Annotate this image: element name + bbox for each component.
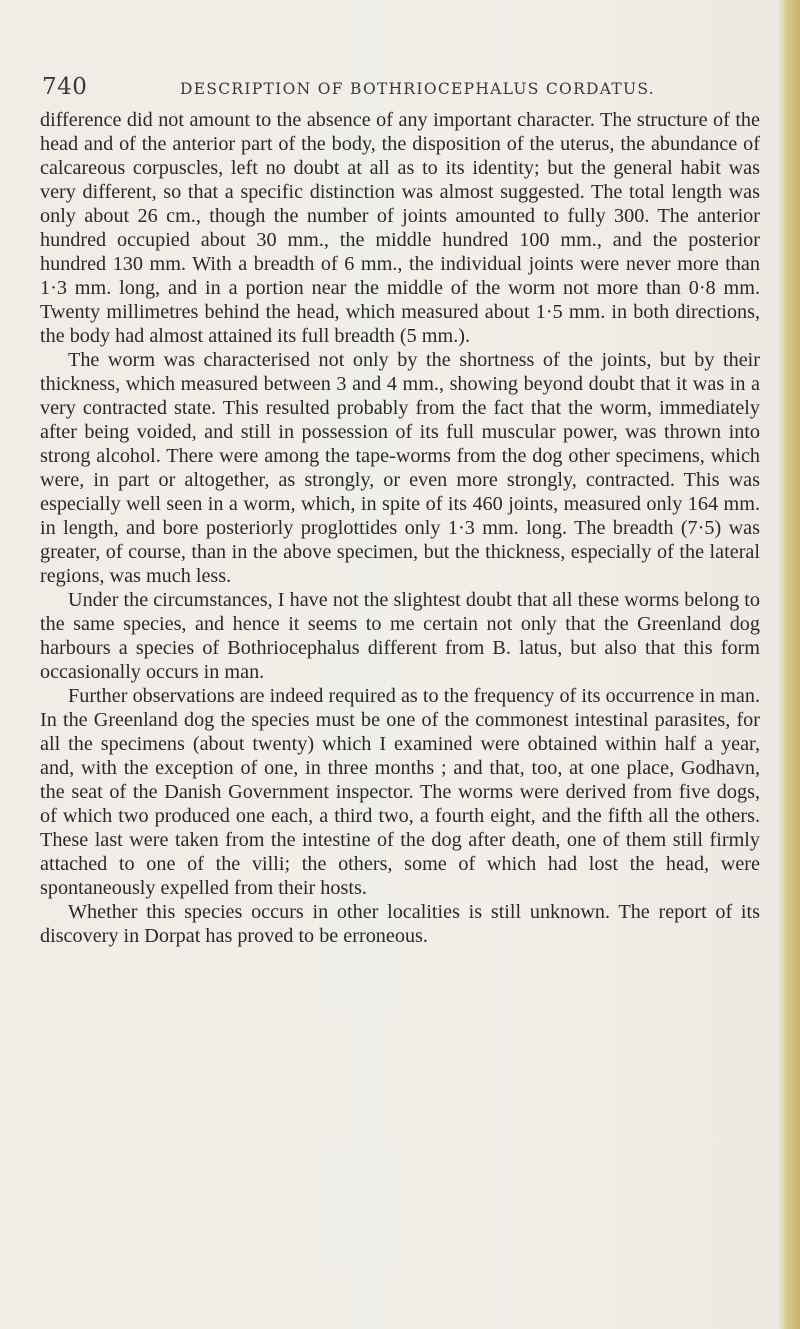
running-title: DESCRIPTION OF BOTHRIOCEPHALUS CORDATUS. [180, 80, 656, 98]
paragraph-2: The worm was characterised not only by the shortness of the joints, but by their thickness, which measured between 3 and 4 mm., showing beyond doubt that it was in a very contracted state. This resulted probably from the fact that the worm, immediately after being voided, and still in possession of its full muscular power, was thrown into strong alcohol. There were among the tape-worms from the dog other specimens, which were, in part or altogether, as strongly, or even more strongly, contracted. This was especially well seen in a worm, which, in spite of its 460 joints, measured only 164 mm. in length, and bore posteriorly proglottides only 1·3 mm. long. The breadth (7·5) was greater, of course, than in the above specimen, but the thickness, especially of the lateral regions, was much less. [40, 349, 760, 587]
page-edge [778, 0, 800, 1329]
body-text [40, 108, 760, 948]
paragraph-4: Further observations are indeed required as to the frequency of its occurrence in man. In the Greenland dog the species must be one of the commonest intestinal parasites, for all the specimens (about twenty) which I examined were obtained within half a year, and, with the exception of one, in three months ; and that, too, at one place, Godhavn, the seat of the Danish Government inspector. The worms were derived from five dogs, of which two produced one each, a third two, a fourth eight, and the fifth all the others. These last were taken from the intestine of the dog after death, one of them still firmly attached to one of the villi; the others, some of which had lost the head, were spontaneously expelled from their hosts. [40, 685, 760, 899]
page-header [42, 74, 742, 104]
paragraph-3: Under the circumstances, I have not the slightest doubt that all these worms belong to the same species, and hence it seems to me certain not only that the Greenland dog harbours a species of Bothriocephalus different from B. latus, but also that this form occasionally occurs in man. [40, 589, 760, 683]
paragraph-5: Whether this species occurs in other localities is still unknown. The report of its discovery in Dorpat has proved to be erroneous. [40, 901, 760, 947]
page-number: 740 [42, 74, 88, 100]
paragraph-1: difference did not amount to the absence of any important character. The structure of the head and of the anterior part of the body, the disposition of the uterus, the abundance of calcareous corpuscles, left no doubt at all as to its identity; but the general habit was very different, so that a specific distinction was almost suggested. The total length was only about 26 cm., though the number of joints amounted to fully 300. The anterior hundred occupied about 30 mm., the middle hundred 100 mm., and the posterior hundred 130 mm. With a breadth of 6 mm., the individual joints were never more than 1·3 mm. long, and in a portion near the middle of the worm not more than 0·8 mm. Twenty millimetres behind the head, which measured about 1·5 mm. in both directions, the body had almost attained its full breadth (5 mm.). [40, 109, 760, 347]
